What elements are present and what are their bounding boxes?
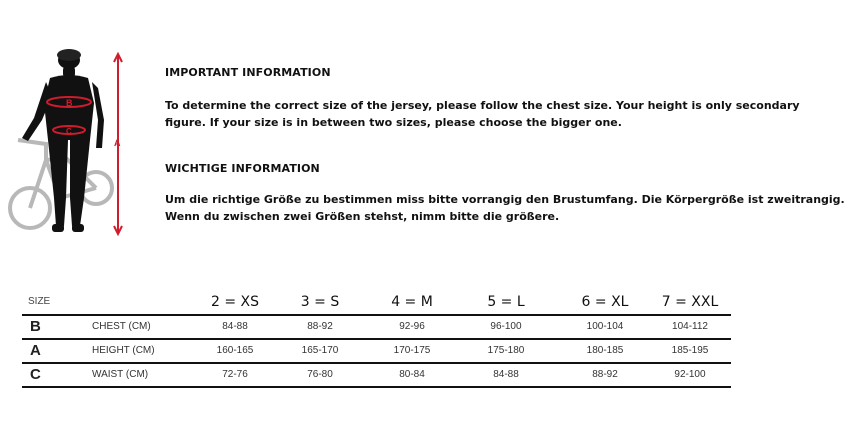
- table-cell: 84-88: [222, 321, 248, 332]
- row-letter: A: [30, 342, 41, 359]
- size-header: 4 = M: [391, 294, 433, 310]
- table-cell: 104-112: [672, 321, 708, 332]
- table-cell: 185-195: [671, 345, 709, 356]
- table-cell: 175-180: [487, 345, 525, 356]
- row-measure: HEIGHT (CM): [92, 345, 155, 356]
- info-block: [165, 66, 845, 236]
- table-cell: 88-92: [307, 321, 333, 332]
- wichtige-information-heading: WICHTIGE INFORMATION: [165, 162, 320, 175]
- size-header: 7 = XXL: [661, 294, 719, 310]
- size-header-row: [22, 290, 731, 314]
- wichtige-information-text: [165, 191, 845, 225]
- size-header: 6 = XL: [581, 294, 629, 310]
- row-letter: C: [30, 366, 41, 383]
- en-line-2: figure. If your size is in between two sizes, please choose the bigger one.: [165, 116, 622, 129]
- cyclist-figure: [8, 48, 136, 248]
- marker-label-a: A: [114, 138, 121, 148]
- size-header: 5 = L: [487, 294, 525, 310]
- table-cell: 80-84: [399, 369, 425, 380]
- size-table: [22, 290, 731, 388]
- table-cell: 84-88: [493, 369, 519, 380]
- size-label: SIZE: [28, 296, 51, 307]
- de-line-2: Wenn du zwischen zwei Größen stehst, nimm bitte die größere.: [165, 210, 560, 223]
- table-row: [22, 340, 731, 364]
- en-line-1: To determine the correct size of the jersey, please follow the chest size. Your height is only secondary: [165, 99, 800, 112]
- marker-label-b: B: [66, 98, 73, 108]
- row-measure: WAIST (CM): [92, 369, 149, 380]
- table-cell: 88-92: [592, 369, 618, 380]
- important-information-text: [165, 97, 800, 131]
- table-row: [22, 314, 731, 340]
- table-cell: 96-100: [490, 321, 522, 332]
- table-cell: 180-185: [586, 345, 624, 356]
- table-row: [22, 364, 731, 388]
- table-cell: 92-100: [674, 369, 706, 380]
- table-cell: 76-80: [307, 369, 333, 380]
- size-header: 3 = S: [300, 294, 340, 310]
- row-measure: CHEST (CM): [92, 321, 151, 332]
- table-cell: 92-96: [399, 321, 425, 332]
- marker-label-c: C: [66, 127, 72, 136]
- row-letter: B: [30, 318, 41, 335]
- cyclist-illustration: [8, 48, 136, 248]
- de-line-1: Um die richtige Größe zu bestimmen miss bitte vorrangig den Brustumfang. Die Körpergröße ist zweitrangig.: [165, 193, 845, 206]
- important-information-heading: IMPORTANT INFORMATION: [165, 66, 331, 79]
- size-header: 2 = XS: [210, 294, 259, 310]
- table-cell: 160-165: [216, 345, 254, 356]
- table-cell: 100-104: [586, 321, 624, 332]
- table-cell: 170-175: [393, 345, 431, 356]
- table-cell: 165-170: [301, 345, 339, 356]
- table-cell: 72-76: [222, 369, 248, 380]
